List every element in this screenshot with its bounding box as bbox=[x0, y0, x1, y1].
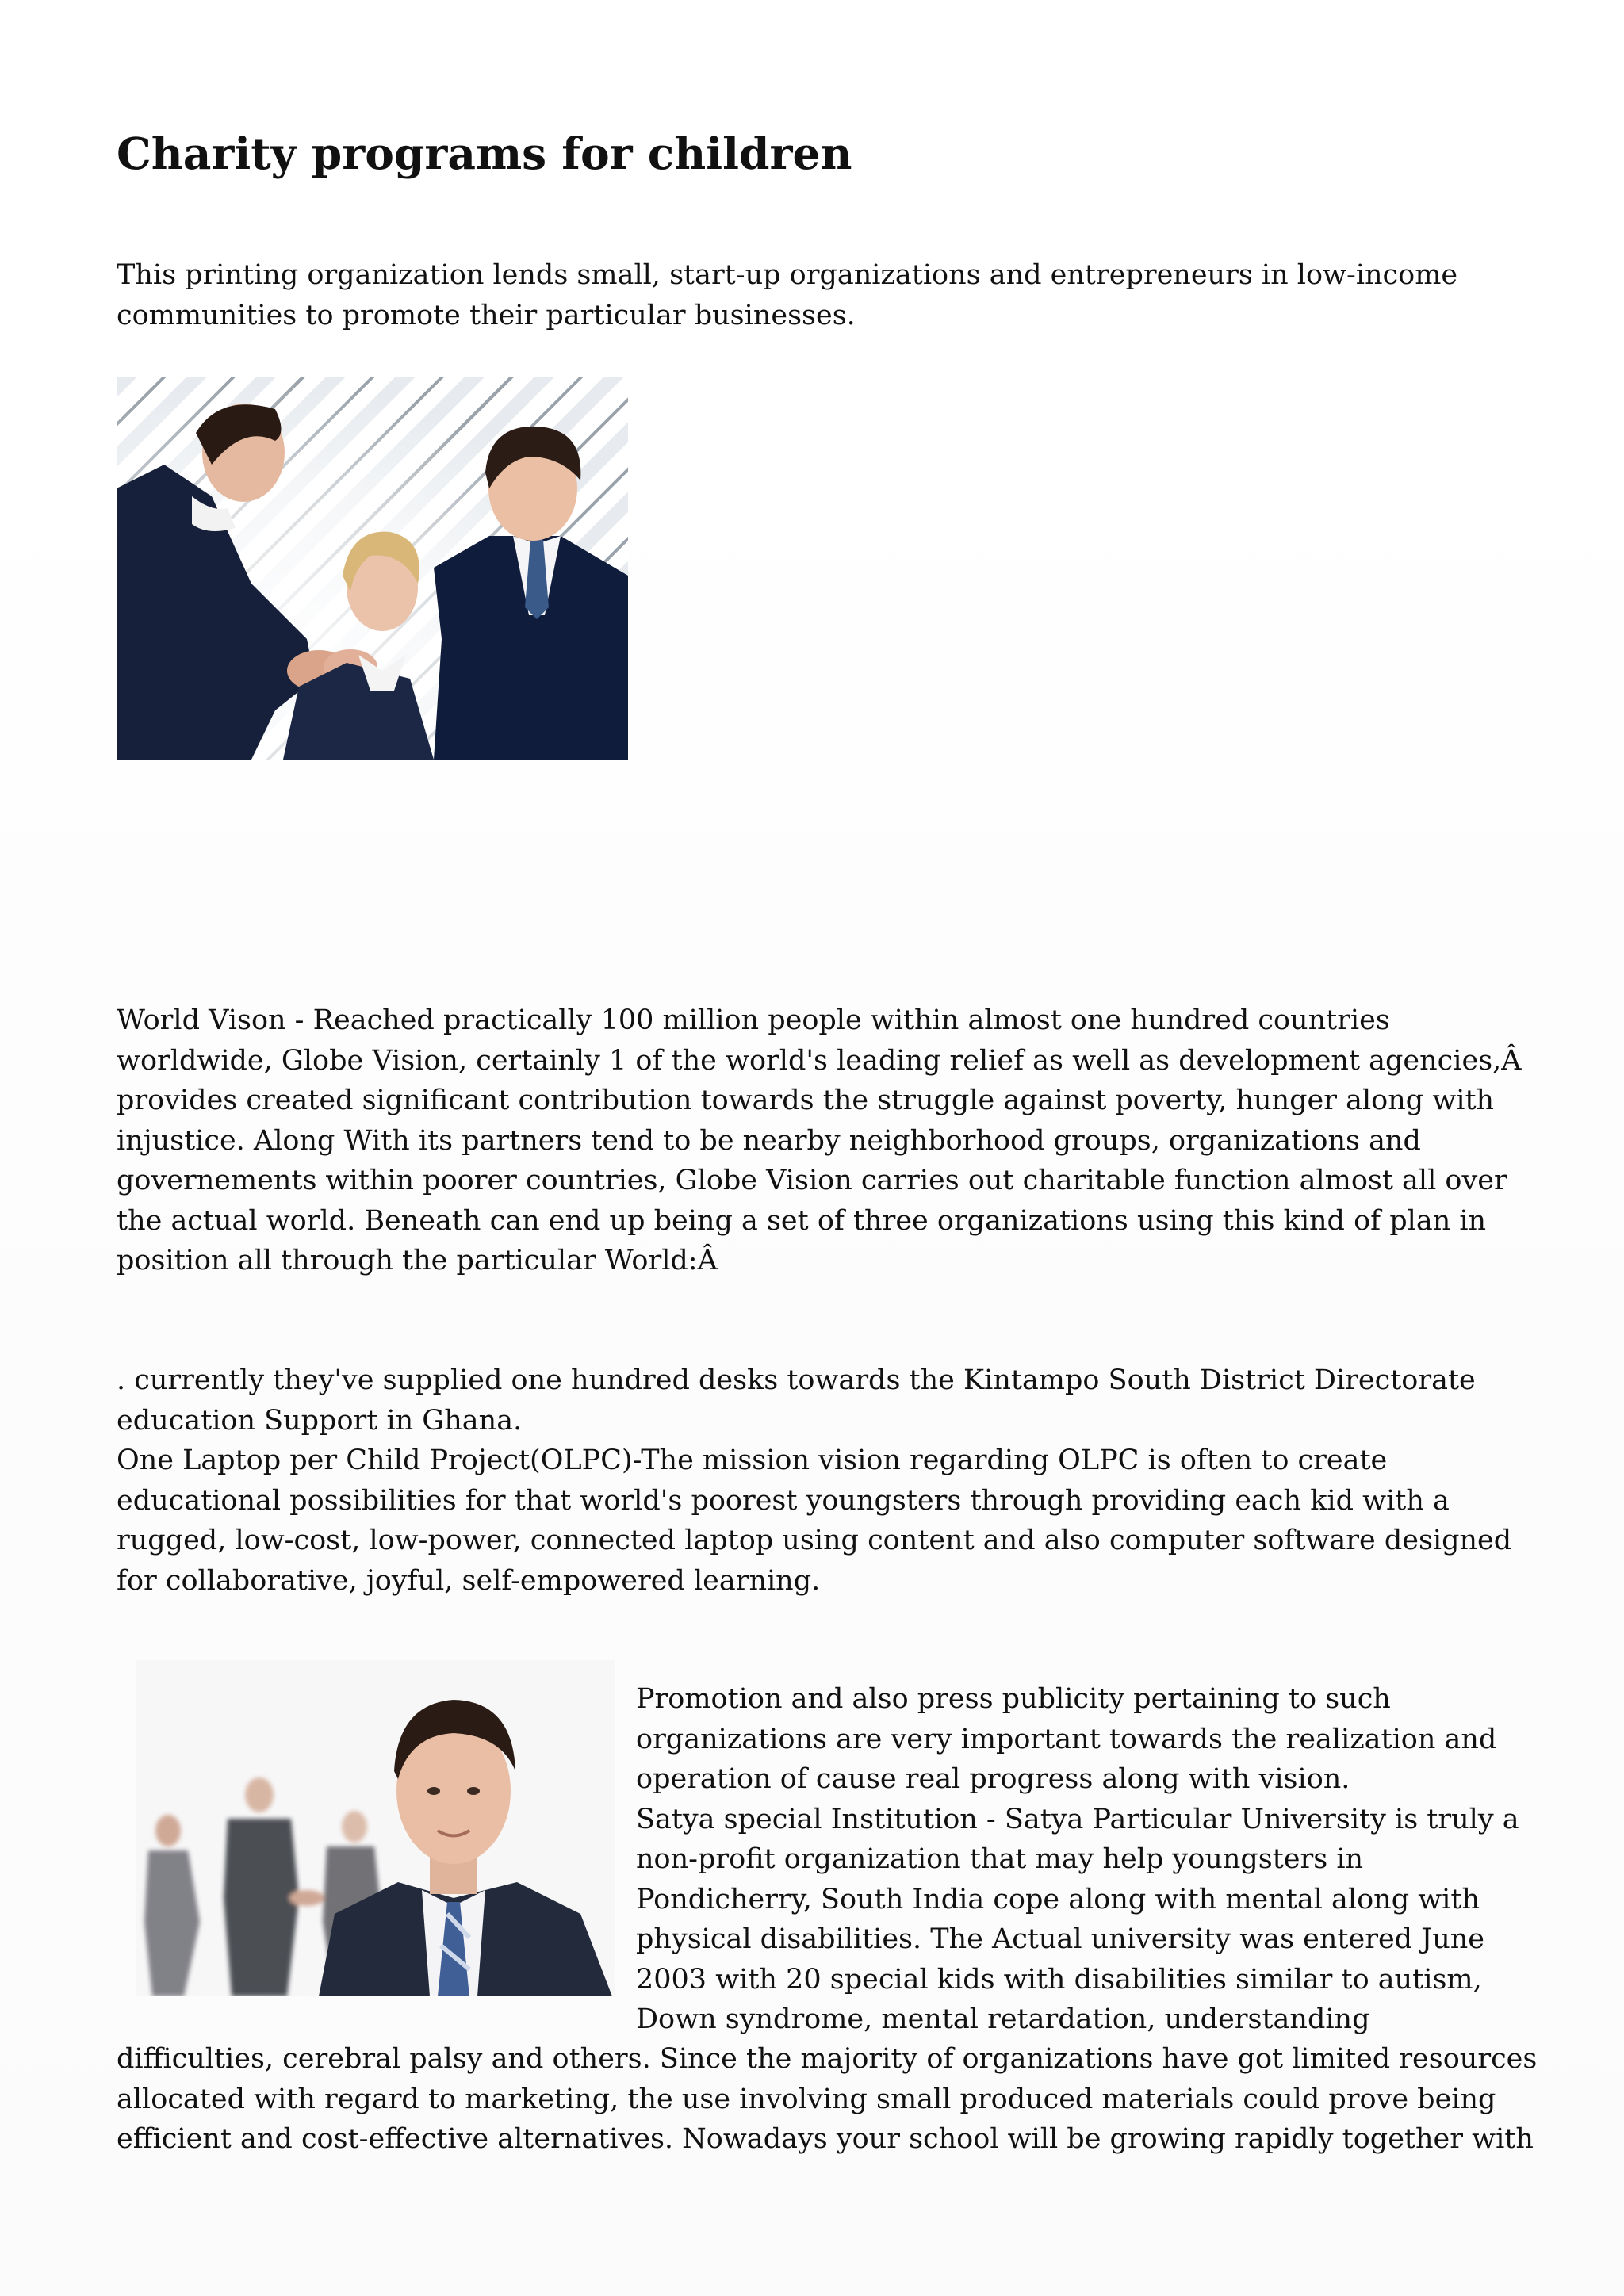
promotion-line: operation of cause real progress along with vision. bbox=[636, 1763, 1350, 1795]
promotion-line: organizations are very important towards the realization and bbox=[636, 1723, 1497, 1755]
world-vision-paragraph bbox=[117, 1001, 1520, 1281]
promotion-line: 2003 with 20 special kids with disabilities similar to autism, bbox=[636, 1963, 1482, 1996]
world-vision-line: World Vison - Reached practically 100 million people within almost one hundred countries bbox=[117, 1004, 1390, 1036]
olpc-line: One Laptop per Child Project(OLPC)-The mission vision regarding OLPC is often to create bbox=[117, 1445, 1388, 1476]
promotion-line: physical disabilities. The Actual university was entered June bbox=[636, 1923, 1485, 1955]
olpc-line: for collaborative, joyful, self-empowered learning. bbox=[117, 1564, 821, 1597]
olpc-line: rugged, low-cost, low-power, connected laptop using content and also computer software designed bbox=[117, 1525, 1512, 1556]
world-vision-line: worldwide, Globe Vision, certainly 1 of the world's leading relief as well as development agencies,Â bbox=[117, 1044, 1522, 1077]
promotion-paragraph-wrapped bbox=[636, 1679, 1524, 2040]
olpc-line: . currently they've supplied one hundred desks towards the Kintampo South District Directorate bbox=[117, 1364, 1476, 1396]
promotion-line: Satya special Institution - Satya Particular University is truly a bbox=[636, 1803, 1519, 1835]
businessman-figures bbox=[136, 1660, 615, 1996]
intro-line: communities to promote their particular businesses. bbox=[117, 299, 856, 331]
world-vision-line: position all through the particular World:Â bbox=[117, 1245, 718, 1276]
promotion-line: efficient and cost-effective alternatives. Nowadays your school will be growing rapidly together with bbox=[117, 2123, 1534, 2155]
promotion-line: Down syndrome, mental retardation, understanding bbox=[636, 2003, 1370, 2035]
intro-paragraph bbox=[117, 255, 1520, 335]
businessman-portrait-photo bbox=[136, 1660, 615, 1996]
world-vision-line: provides created significant contribution towards the struggle against poverty, hunger along with bbox=[117, 1085, 1495, 1116]
promotion-line: non-profit organization that may help youngsters in bbox=[636, 1843, 1364, 1875]
promotion-line: Pondicherry, South India cope along with mental along with bbox=[636, 1883, 1480, 1915]
olpc-paragraph bbox=[117, 1360, 1520, 1601]
world-vision-line: governements within poorer countries, Globe Vision carries out charitable function almost all over bbox=[117, 1165, 1507, 1196]
olpc-line: educational possibilities for that world's poorest youngsters through providing each kid with a bbox=[117, 1484, 1450, 1517]
promotion-line: allocated with regard to marketing, the use involving small produced materials could prove being bbox=[117, 2083, 1496, 2115]
business-handshake-photo bbox=[117, 377, 628, 760]
page-title: Charity programs for children bbox=[117, 128, 852, 179]
world-vision-line: injustice. Along With its partners tend to be nearby neighborhood groups, organizations and bbox=[117, 1124, 1421, 1157]
promotion-line: Promotion and also press publicity pertaining to such bbox=[636, 1683, 1391, 1715]
world-vision-line: the actual world. Beneath can end up being a set of three organizations using this kind of plan in bbox=[117, 1204, 1487, 1237]
intro-line: This printing organization lends small, start-up organizations and entrepreneurs in low-income bbox=[117, 259, 1458, 291]
promotion-line: difficulties, cerebral palsy and others. Since the majority of organizations have got limited resources bbox=[117, 2043, 1538, 2075]
handshake-figures bbox=[117, 377, 628, 760]
promotion-paragraph-continued bbox=[117, 2039, 1538, 2160]
olpc-line: education Support in Ghana. bbox=[117, 1404, 523, 1437]
